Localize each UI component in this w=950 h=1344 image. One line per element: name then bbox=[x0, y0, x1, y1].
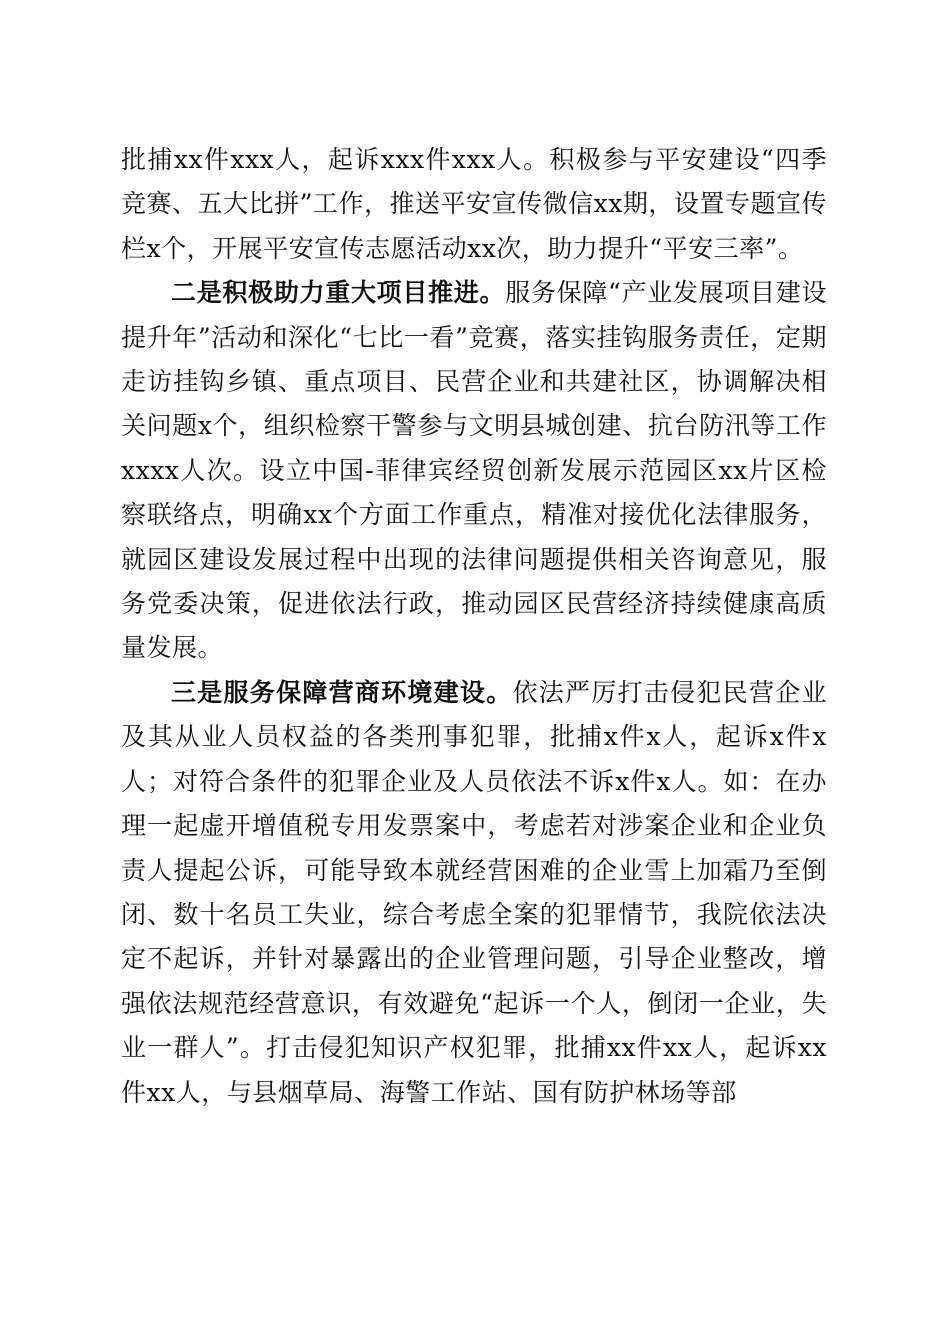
paragraph-3-text: 依法严厉打击侵犯民营企业及其从业人员权益的各类刑事犯罪，批捕x件x人，起诉x件x人；对符合条件的犯罪企业及人员依法不诉x件x人。如：在办理一起虚开增值税专用发票案中，考虑若对涉案企业和企业负责人提起公诉，可能导致本就经营困难的企业雪上加霜乃至倒闭、数十名员工失业，综合考虑全案的犯罪情节，我院依法决定不起诉，并针对暴露出的企业管理问题，引导企业整改，增强依法规范经营意识，有效避免“起诉一个人，倒闭一企业，失业一群人”。打击侵犯知识产权犯罪，批捕xx件xx人，起诉xx件xx人，与县烟草局、海警工作站、国有防护林场等部 bbox=[121, 677, 827, 1107]
paragraph-continuation bbox=[121, 138, 827, 271]
document-body bbox=[121, 138, 827, 1115]
paragraph-2-lead: 二是积极助力重大项目推进。 bbox=[171, 278, 506, 308]
paragraph-major-projects bbox=[121, 271, 827, 671]
paragraph-3-lead: 三是服务保障营商环境建设。 bbox=[171, 677, 513, 707]
paragraph-business-environment bbox=[121, 671, 827, 1115]
paragraph-1-text: 批捕xx件xxx人，起诉xxx件xxx人。积极参与平安建设“四季竞赛、五大比拼”工作，推送平安宣传微信xx期，设置专题宣传栏x个，开展平安宣传志愿活动xx次，助力提升“平安三率”。 bbox=[121, 145, 827, 263]
paragraph-2-text: 服务保障“产业发展项目建设提升年”活动和深化“七比一看”竞赛，落实挂钩服务责任，定期走访挂钩乡镇、重点项目、民营企业和共建社区，协调解决相关问题x个，组织检察干警参与文明县城创建、抗台防汛等工作xxxx人次。设立中国-菲律宾经贸创新发展示范园区xx片区检察联络点，明确xx个方面工作重点，精准对接优化法律服务，就园区建设发展过程中出现的法律问题提供相关咨询意见，服务党委决策，促进依法行政，推动园区民营经济持续健康高质量发展。 bbox=[121, 278, 827, 663]
